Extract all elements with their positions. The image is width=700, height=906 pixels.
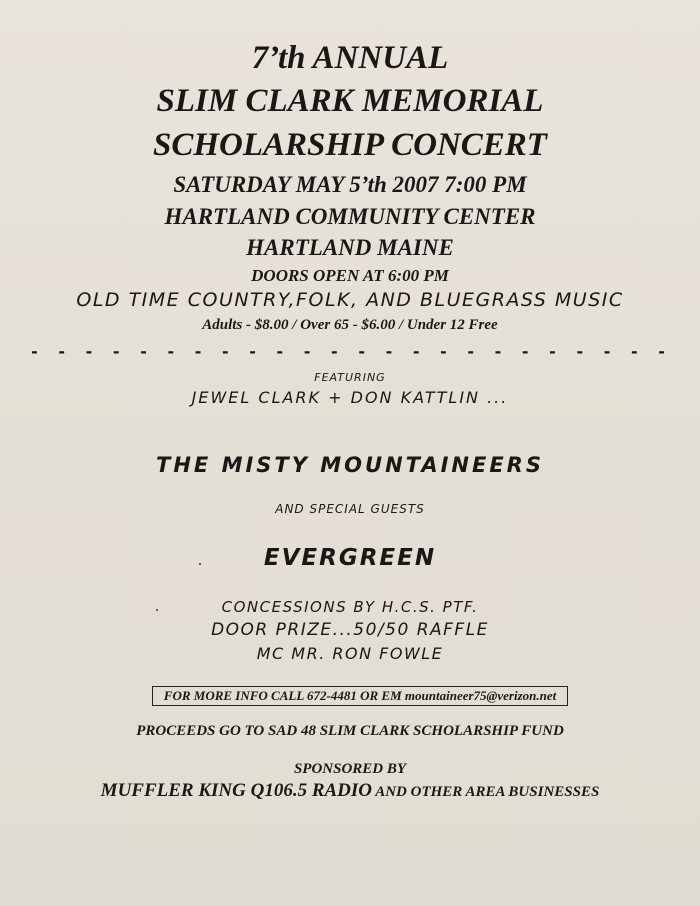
special-guests-label: AND SPECIAL GUESTS: [275, 502, 425, 516]
sponsors-rest: AND OTHER AREA BUSINESSES: [372, 784, 600, 800]
door-prize-note: DOOR PRIZE...50/50 RAFFLE: [211, 620, 489, 640]
guest-band: EVERGREEN: [263, 545, 437, 571]
event-date-time: SATURDAY MAY 5’th 2007 7:00 PM: [173, 172, 527, 197]
sponsors-main: MUFFLER KING Q106.5 RADIO: [100, 780, 372, 801]
event-venue: HARTLAND COMMUNITY CENTER: [164, 204, 536, 229]
headline-band: THE MISTY MOUNTAINEERS: [156, 453, 544, 477]
featuring-label: FEATURING: [314, 371, 386, 384]
ticket-prices: Adults - $8.00 / Over 65 - $6.00 / Under 12 Free: [202, 317, 498, 333]
paper-speck: [156, 609, 158, 611]
doors-open: DOORS OPEN AT 6:00 PM: [251, 266, 449, 285]
more-info-text: FOR MORE INFO CALL 672-4481 OR EM mountaineer75@verizon.net: [163, 688, 557, 703]
event-location: HARTLAND MAINE: [246, 235, 454, 260]
concessions-note: CONCESSIONS BY H.C.S. PTF.: [221, 598, 479, 616]
sponsored-by-label: SPONSORED BY: [293, 761, 407, 777]
dashed-divider: - - - - - - - - - - - - - - - - - - - - - - - -: [29, 342, 671, 361]
sponsors-line: [0, 780, 700, 802]
mc-note: MC MR. RON FOWLE: [256, 644, 444, 663]
paper-speck: [199, 563, 201, 565]
more-info-box: [152, 686, 568, 706]
title-line-memorial: SLIM CLARK MEMORIAL: [156, 83, 544, 119]
featured-performers: JEWEL CLARK + DON KATTLIN ...: [191, 388, 509, 407]
proceeds-note: PROCEEDS GO TO SAD 48 SLIM CLARK SCHOLARSHIP FUND: [136, 723, 564, 739]
title-line-annual: 7’th ANNUAL: [251, 40, 449, 76]
music-genres: OLD TIME COUNTRY,FOLK, AND BLUEGRASS MUSIC: [76, 289, 624, 311]
title-line-concert: SCHOLARSHIP CONCERT: [153, 127, 547, 163]
